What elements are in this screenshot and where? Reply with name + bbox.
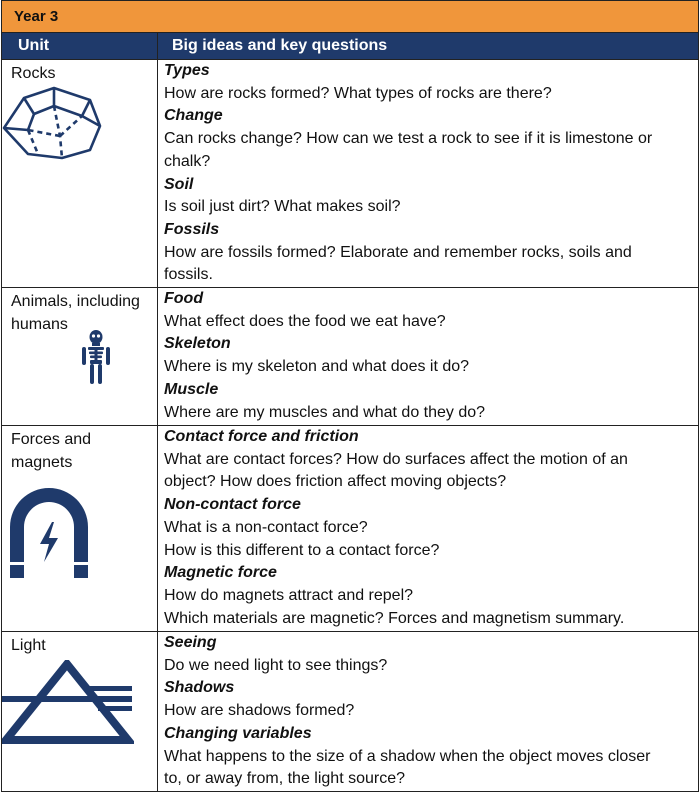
section-heading: Contact force and friction (164, 428, 359, 446)
question-line: chalk? (164, 152, 211, 170)
question-line: What are contact forces? How do surfaces affect the motion of an (164, 450, 628, 468)
unit-name: Rocks (11, 65, 56, 82)
year-header-row (2, 1, 699, 33)
curriculum-table (1, 0, 698, 792)
question-line: fossils. (164, 266, 213, 284)
unit-cell (2, 288, 158, 426)
question-line: Do we need light to see things? (164, 656, 388, 674)
unit-cell (2, 426, 158, 632)
question-line: Where are my muscles and what do they do? (164, 403, 486, 421)
ideas-cell (158, 288, 699, 426)
question-line: What effect does the food we eat have? (164, 312, 446, 330)
section-heading: Change (164, 107, 223, 125)
section-heading: Skeleton (164, 335, 231, 353)
section-heading: Soil (164, 175, 194, 193)
section-heading: Food (164, 290, 204, 308)
section-heading: Seeing (164, 634, 217, 652)
section-heading: Non-contact force (164, 496, 301, 514)
unit-row-animals (2, 288, 699, 426)
question-line: to, or away from, the light source? (164, 770, 405, 788)
question-line: How are fossils formed? Elaborate and remember rocks, soils and (164, 243, 632, 261)
unit-name-line: magnets (11, 454, 73, 472)
rock-icon (2, 86, 102, 162)
question-line: Is soil just dirt? What makes soil? (164, 198, 401, 216)
section-heading: Magnetic force (164, 564, 277, 582)
question-line: Which materials are magnetic? Forces and magnetism summary. (164, 609, 625, 627)
question-line: How are rocks formed? What types of rocks are there? (164, 84, 552, 102)
question-line: How are shadows formed? (164, 702, 355, 720)
column-header-row (2, 33, 699, 60)
section-heading: Types (164, 62, 210, 79)
unit-row-forces (2, 426, 699, 632)
unit-row-rocks (2, 60, 699, 288)
unit-cell (2, 632, 158, 792)
unit-name-line: Forces and (11, 431, 92, 449)
question-line: Can rocks change? How can we test a rock to see if it is limestone or (164, 130, 653, 148)
unit-cell (2, 60, 158, 288)
section-heading: Shadows (164, 679, 235, 697)
section-heading: Muscle (164, 380, 219, 398)
question-line: How is this different to a contact force? (164, 541, 440, 559)
unit-column-header: Unit (2, 33, 158, 60)
ideas-cell (158, 426, 699, 632)
light-prism-icon (2, 660, 134, 746)
unit-row-light (2, 632, 699, 792)
section-heading: Changing variables (164, 724, 312, 742)
ideas-cell (158, 60, 699, 288)
unit-name: Light (11, 637, 46, 655)
ideas-cell (158, 632, 699, 792)
question-line: Where is my skeleton and what does it do? (164, 358, 470, 376)
question-line: How do magnets attract and repel? (164, 586, 414, 604)
skeleton-icon (78, 330, 114, 386)
year-label: Year 3 (2, 1, 699, 33)
unit-name-line: Animals, including (11, 293, 140, 311)
question-line: What is a non-contact force? (164, 518, 368, 536)
question-line: object? How does friction affect moving objects? (164, 473, 507, 491)
ideas-column-header: Big ideas and key questions (158, 33, 699, 60)
section-heading: Fossils (164, 220, 220, 238)
question-line: What happens to the size of a shadow when the object moves closer (164, 747, 651, 765)
unit-name-line: humans (11, 316, 68, 334)
magnet-icon (4, 482, 94, 580)
